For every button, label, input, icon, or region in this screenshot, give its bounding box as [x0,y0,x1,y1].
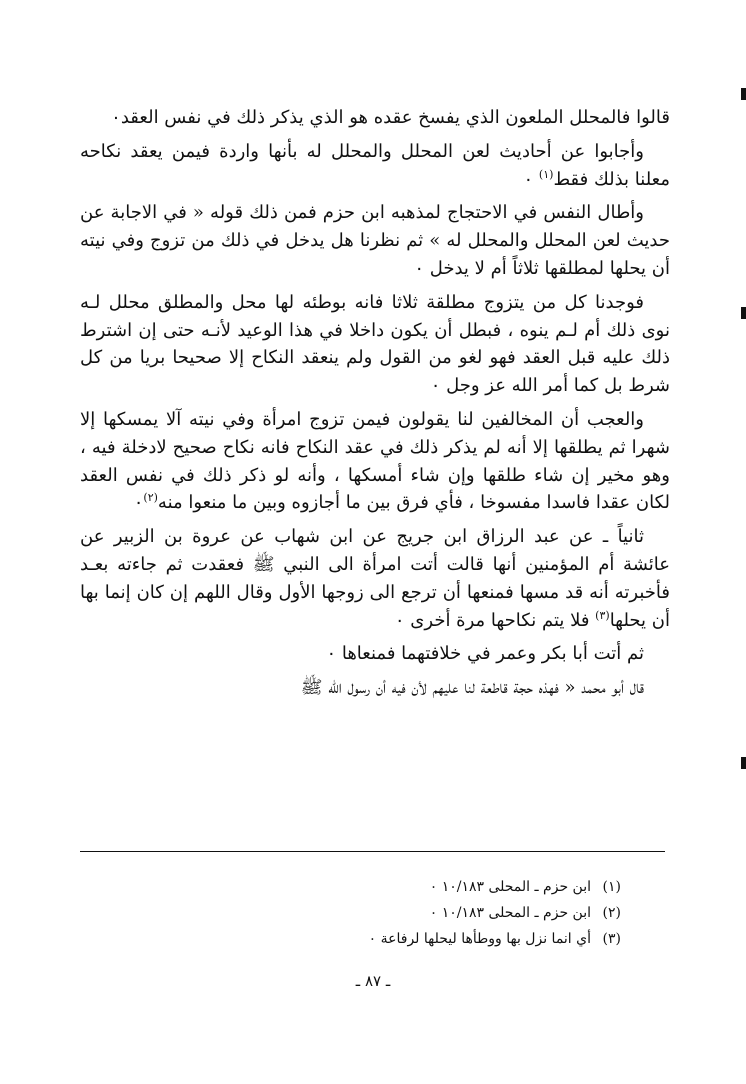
footnote-divider [80,851,665,852]
footnote-text: أي انما نزل بها ووطأها ليحلها لرفاعة ٠ [368,931,591,947]
footnote-number: (٢) [602,905,621,921]
paragraph-4: فوجدنا كل من يتزوج مطلقة ثلاثا فانه بوطئه لها محل والمطلق محلل لـه نوى ذلك أم لـم ينوه ، فبطل أن يكون داخلا في هذا الوعيد لأنـه حتى إن اشترط ذلك عليه قبل العقد فهو لغو من القول ولم ينعقد النكاح إلا صحيحا بريا من كل شرط بل كما أمر الله عز وجل ٠ [80,291,670,397]
footnote-text: ابن حزم ـ المحلى ١٠/١٨٣ ٠ [429,905,591,921]
paragraph-6: ثانياً ـ عن عبد الرزاق ابن جريج عن ابن شهاب عن عروة بن الزبير عن عائشة أم المؤمنين أنها قالت أتت امرأة الى النبي ﷺ فعقدت ثم جاءته بعـد فأخبرته أنه قد مسها فمنعها أن ترجع الى زوجها الأول وقال اللهم إن كان إنما بها أن يحلها$^{(٣)}$ فلا يتم نكاحها مرة أخرى ٠ [80,526,670,631]
paragraph-7: ثم أتت أبا بكر وعمر في خلافتهما فمنعاها ٠ [326,643,644,665]
scan-edge-mark [741,88,746,100]
footnote-3 [261,926,621,952]
footnotes [261,874,621,952]
paragraph-8: قال أبو محمد « فهذه حجة قاطعة لنا عليهم لأن فيه أن رسول الله ﷺ [300,677,644,699]
paragraph-2: وأجابوا عن أحاديث لعن المحلل والمحلل له بأنها واردة فيمن يعقد نكاحه معلنا بذلك فقط$^{(١)}$ ٠ [80,140,670,190]
footnote-text: ابن حزم ـ المحلى ١٠/١٨٣ ٠ [429,879,591,895]
page-number: ـ ٨٧ ـ [355,972,391,990]
footnote-number: (١) [602,879,621,895]
footnote-number: (٣) [602,931,621,947]
footnote-2 [261,900,621,926]
main-text [80,104,670,708]
paragraph-5: والعجب أن المخالفين لنا يقولون فيمن تزوج امرأة وفي نيته آلا يمسكها إلا شهرا ثم يطلقها إلا أنه لم يذكر ذلك في عقد النكاح فانه نكاح صحيح لادخلة فيه ، وهو مخير إن شاء طلقها وإن شاء أمسكها ، وأنه لو ذكر ذلك في نفس العقد لكان عقدا فاسدا مفسوخا ، فأي فرق بين ما أجازوه وبين ما منعوا منه$^{(٢)}$٠ [80,408,670,514]
paragraph-3: وأطال النفس في الاحتجاج لمذهبه ابن حزم فمن ذلك قوله « في الاجابة عن حديث لعن المحلل والمحلل له » ثم نظرنا هل يدخل في ذلك من تزوج وفي نيته أن يحلها لمطلقها ثلاثاً أم لا يدخل ٠ [80,202,670,279]
footnote-ref[interactable]: (١) [538,167,554,181]
footnote-ref[interactable]: (٣) [595,608,610,622]
paragraph-1: قالوا فالمحلل الملعون الذي يفسخ عقده هو الذي يذكر ذلك في نفس العقد٠ [111,107,670,128]
scan-edge-mark [741,757,746,769]
footnote-ref[interactable]: (٢) [143,491,158,505]
scan-edge-mark [741,307,746,319]
footnote-1 [261,874,621,900]
